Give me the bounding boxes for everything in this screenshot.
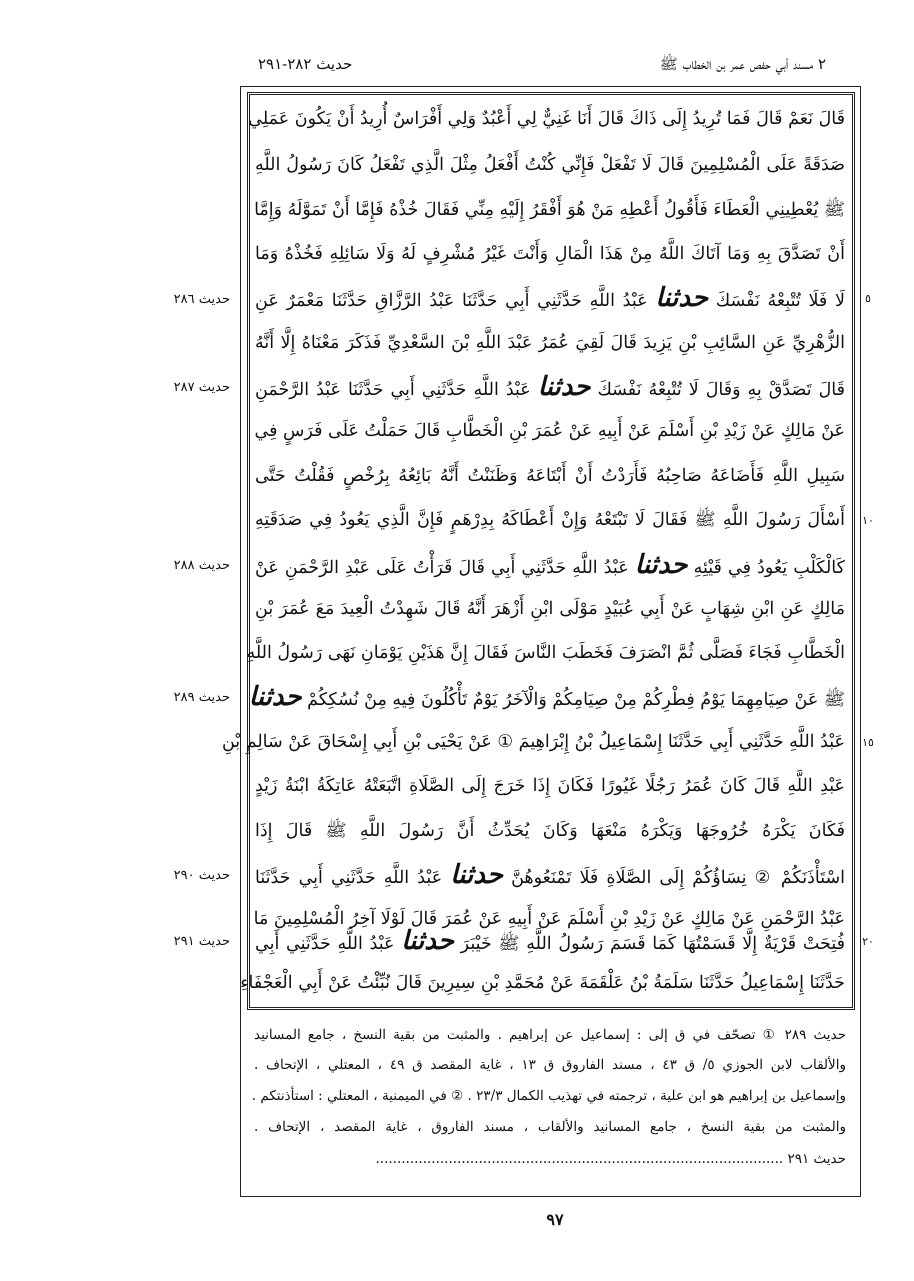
haddathana-label: حدثنا: [655, 283, 709, 313]
text-line: عَنْ مَالِكٍ عَنْ زَيْدِ بْنِ أَسْلَمَ عَنْ أَبِيهِ عَنْ عُمَرَ بْنِ الْخَطَّابِ قَالَ حَمَلْتُ عَلَى فَرَسٍ فِي: [254, 421, 845, 441]
text-line: ﷺ عَنْ صِيَامِهِمَا يَوْمُ فِطْرِكُمْ مِنْ صِيَامِكُمْ وَالْآخَرُ يَوْمٌ تَأْكُلُونَ فِيهِ مِنْ نُسُكِكُمْ حدثنا: [248, 682, 845, 712]
text-line: لَا فَلَا تُتْبِعْهُ نَفْسَكَ حدثنا عَبْدُ اللَّهِ حَدَّثَنِي أَبِي حَدَّثَنَا عَبْدُ الرَّزَّاقِ حَدَّثَنَا مَعْمَرٌ عَنِ: [255, 283, 845, 313]
footnote-line: والألقاب لابن الجوزي ٥/ ق ٤٣ ، مسند الفاروق ق ١٣ ، غاية المقصد ق ٤٩ ، المعتلي ، الإتحاف .: [254, 1057, 847, 1073]
text-line: عَبْدُ الرَّحْمَنِ عَنْ مَالِكٍ عَنْ زَيْدِ بْنِ أَسْلَمَ عَنْ أَبِيهِ عَنْ عُمَرَ قَالَ لَوْلَا آخِرُ الْمُسْلِمِينَ مَا: [253, 909, 845, 929]
page-number: ٩٧: [546, 1210, 564, 1229]
line-number: ٢٠: [862, 935, 874, 948]
line-number: ١٥: [862, 736, 874, 749]
text-line: قَالَ تَصَدَّقْ بِهِ وَقَالَ لَا تُتْبِعْهُ نَفْسَكَ حدثنا عَبْدُ اللَّهِ حَدَّثَنِي أَبِي حَدَّثَنَا عَبْدُ الرَّحْمَنِ: [255, 372, 845, 402]
hadith-marker: حديث ٢٩١: [173, 934, 230, 949]
text-line: فَكَانَ يَكْرَهُ خُرُوجَهَا وَيَكْرَهُ مَنْعَهَا وَكَانَ يُحَدِّثُ أَنَّ رَسُولَ اللَّهِ ﷺ قَالَ إِذَا: [255, 821, 845, 841]
line-number: ٥: [865, 292, 871, 305]
footnote-line: حديث ٢٨٩ ① تصحّف في ق إلى : إسماعيل عن إبراهيم . والمثبت من بقية النسخ ، جامع المسانيد: [254, 1027, 846, 1043]
text-line: سَبِيلِ اللَّهِ فَأَضَاعَهُ صَاحِبُهُ فَأَرَدْتُ أَنْ أَبْتَاعَهُ وَظَنَنْتُ أَنَّهُ بَائِعُهُ بِرُخْصٍ فَقُلْتُ حَتَّى: [255, 466, 845, 486]
book-title: ٢ مسند أبي حفص عمر بن الخطاب ﷺ: [659, 55, 826, 73]
haddathana-label: حدثنا: [248, 682, 302, 712]
text-line: عَبْدِ اللَّهِ قَالَ كَانَ عُمَرُ رَجُلًا غَيُورًا فَكَانَ إِذَا خَرَجَ إِلَى الصَّلَاةِ اتَّبَعَتْهُ عَاتِكَةُ ابْنَةُ زَيْدٍ: [255, 776, 845, 796]
haddathana-label: حدثنا: [634, 550, 688, 580]
footnote-line: حديث ٢٩١ ...............................................................................................: [375, 1151, 846, 1167]
text-line: اسْتَأْذَنَكُمْ ② نِسَاؤُكُمْ إِلَى الصَّلَاةِ فَلَا تَمْنَعُوهُنَّ حدثنا عَبْدُ اللَّهِ حَدَّثَنِي أَبِي حَدَّثَنَا: [255, 860, 845, 890]
text-line: فُتِحَتْ قَرْيَةٌ إِلَّا قَسَمْتُهَا كَمَا قَسَمَ رَسُولُ اللَّهِ ﷺ خَيْبَرَ حدثنا عَبْدُ اللَّهِ حَدَّثَنِي أَبِي: [255, 926, 845, 956]
hadith-range: حديث ٢٨٢-٢٩١: [258, 55, 353, 73]
hadith-marker: حديث ٢٩٠: [173, 868, 230, 883]
text-line: الزُّهْرِيِّ عَنِ السَّائِبِ بْنِ يَزِيدَ قَالَ لَقِيَ عُمَرُ عَبْدَ اللَّهِ بْنَ السَّعْدِيِّ فَذَكَرَ مَعْنَاهُ إِلَّا أَنَّهُ: [255, 333, 845, 353]
text-line: كَالْكَلْبِ يَعُودُ فِي قَيْئِهِ حدثنا عَبْدُ اللَّهِ حَدَّثَنِي أَبِي قَالَ قَرَأْتُ عَلَى عَبْدِ الرَّحْمَنِ عَنْ: [255, 550, 845, 580]
text-line: صَدَقَةً عَلَى الْمُسْلِمِينَ قَالَ لَا تَفْعَلْ فَإِنِّي كُنْتُ أَفْعَلُ مِثْلَ الَّذِي تَفْعَلُ كَانَ رَسُولُ اللَّهِ: [255, 155, 845, 175]
footnote-line: والمثبت من بقية النسخ ، جامع المسانيد والألقاب ، مسند الفاروق ، غاية المقصد ، الإتحاف .: [254, 1119, 846, 1135]
hadith-marker: حديث ٢٨٨: [173, 558, 230, 573]
text-line: عَبْدُ اللَّهِ حَدَّثَنِي أَبِي حَدَّثَنَا إِسْمَاعِيلُ بْنُ إِبْرَاهِيمَ ① عَنْ يَحْيَى بْنِ أَبِي إِسْحَاقَ عَنْ سَالِمِ بْنِ: [221, 732, 845, 752]
text-line: ﷺ يُعْطِينِي الْعَطَاءَ فَأَقُولُ أَعْطِهِ مَنْ هُوَ أَفْقَرُ إِلَيْهِ مِنِّي فَقَالَ خُذْهُ فَإِمَّا أَنْ تَمَوَّلَهُ وَإِمَّا: [254, 200, 845, 220]
haddathana-label: حدثنا: [537, 372, 591, 402]
hadith-marker: حديث ٢٨٩: [173, 690, 230, 705]
text-line: الْخَطَّابِ فَجَاءَ فَصَلَّى ثُمَّ انْصَرَفَ فَخَطَبَ النَّاسَ فَقَالَ إِنَّ هَذَيْنِ يَوْمَانِ نَهَى رَسُولُ اللَّهِ: [246, 643, 845, 663]
text-line: أَنْ تَصَدَّقَ بِهِ وَمَا آتَاكَ اللَّهُ مِنْ هَذَا الْمَالِ وَأَنْتَ غَيْرُ مُشْرِفٍ لَهُ وَلَا سَائِلِهِ فَخُذْهُ وَمَا: [255, 244, 845, 264]
haddathana-label: حدثنا: [401, 926, 454, 956]
haddathana-label: حدثنا: [450, 860, 503, 890]
text-line: قَالَ نَعَمْ قَالَ فَمَا تُرِيدُ إِلَى ذَاكَ قَالَ أَنَا غَنِيٌّ لِي أَعْبُدٌ وَلِي أَفْرَاسٌ أُرِيدُ أَنْ يَكُونَ عَمَلِي: [248, 109, 845, 129]
hadith-marker: حديث ٢٨٦: [173, 292, 230, 307]
line-number: ١٠: [862, 514, 874, 527]
text-line: مَالِكٍ عَنِ ابْنِ شِهَابٍ عَنْ أَبِي عُبَيْدٍ مَوْلَى ابْنِ أَزْهَرَ أَنَّهُ قَالَ شَهِدْتُ الْعِيدَ مَعَ عُمَرَ بْنِ: [255, 599, 845, 619]
footnote-line: وإسماعيل بن إبراهيم هو ابن علية ، ترجمته في تهذيب الكمال ٢٣/٣ . ② في الميمنية ، المعتلي : استأذنتكم .: [251, 1088, 846, 1104]
text-line: أَسْأَلَ رَسُولَ اللَّهِ ﷺ فَقَالَ لَا تَبْتَعْهُ وَإِنْ أَعْطَاكَهُ بِدِرْهَمٍ فَإِنَّ الَّذِي يَعُودُ فِي صَدَقَتِهِ: [255, 510, 845, 530]
hadith-marker: حديث ٢٨٧: [173, 380, 230, 395]
text-line: حَدَّثَنَا إِسْمَاعِيلُ حَدَّثَنَا سَلَمَةُ بْنُ عَلْقَمَةَ عَنْ مُحَمَّدِ بْنِ سِيرِينَ قَالَ نُبِّئْتُ عَنْ أَبِي الْعَجْفَاءِ: [240, 973, 845, 993]
